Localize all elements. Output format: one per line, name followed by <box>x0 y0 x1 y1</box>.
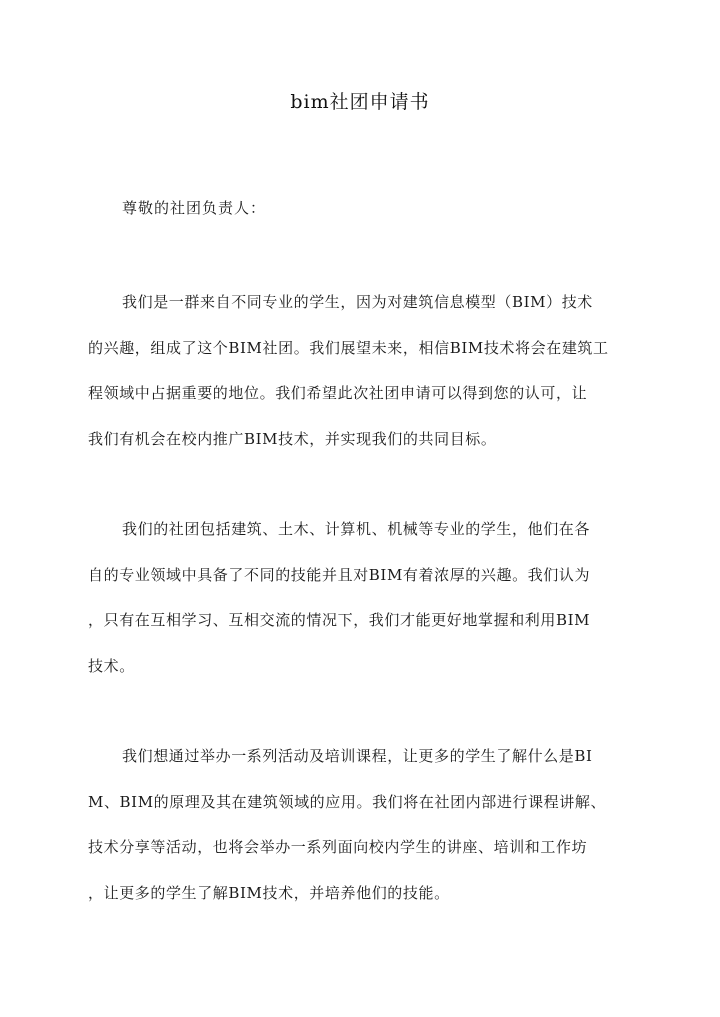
paragraph-line: 我们想通过举办一系列活动及培训课程，让更多的学生了解什么是BI <box>122 747 593 765</box>
paragraph-line: 我们的社团包括建筑、土木、计算机、机械等专业的学生，他们在各 <box>122 520 591 538</box>
document-title: bim社团申请书 <box>290 91 430 113</box>
paragraph-line: 技术。 <box>88 656 135 675</box>
paragraph-line: 的兴趣，组成了这个BIM社团。我们展望未来，相信BIM技术将会在建筑工 <box>88 338 609 357</box>
paragraph-1 <box>88 290 632 472</box>
paragraph-line: 自的专业领域中具备了不同的技能并且对BIM有着浓厚的兴趣。我们认为 <box>88 565 591 584</box>
paragraph-line: 我们是一群来自不同专业的学生，因为对建筑信息模型（BIM）技术 <box>122 293 593 311</box>
paragraph-line: M、BIM的原理及其在建筑领域的应用。我们将在社团内部进行课程讲解、 <box>88 792 607 811</box>
paragraph-3 <box>88 744 632 926</box>
paragraph-line: ，只有在互相学习、互相交流的情况下，我们才能更好地掌握和利用BIM <box>88 611 591 629</box>
paragraph-line: 程领域中占据重要的地位。我们希望此次社团申请可以得到您的认可，让 <box>88 384 588 402</box>
paragraph-line: 我们有机会在校内推广BIM技术，并实现我们的共同目标。 <box>88 429 497 448</box>
paragraph-2 <box>88 517 632 699</box>
paragraph-line: 技术分享等活动，也将会举办一系列面向校内学生的讲座、培训和工作坊 <box>88 838 588 856</box>
salutation: 尊敬的社团负责人： <box>122 199 267 217</box>
paragraph-line: ，让更多的学生了解BIM技术，并培养他们的技能。 <box>88 883 450 902</box>
